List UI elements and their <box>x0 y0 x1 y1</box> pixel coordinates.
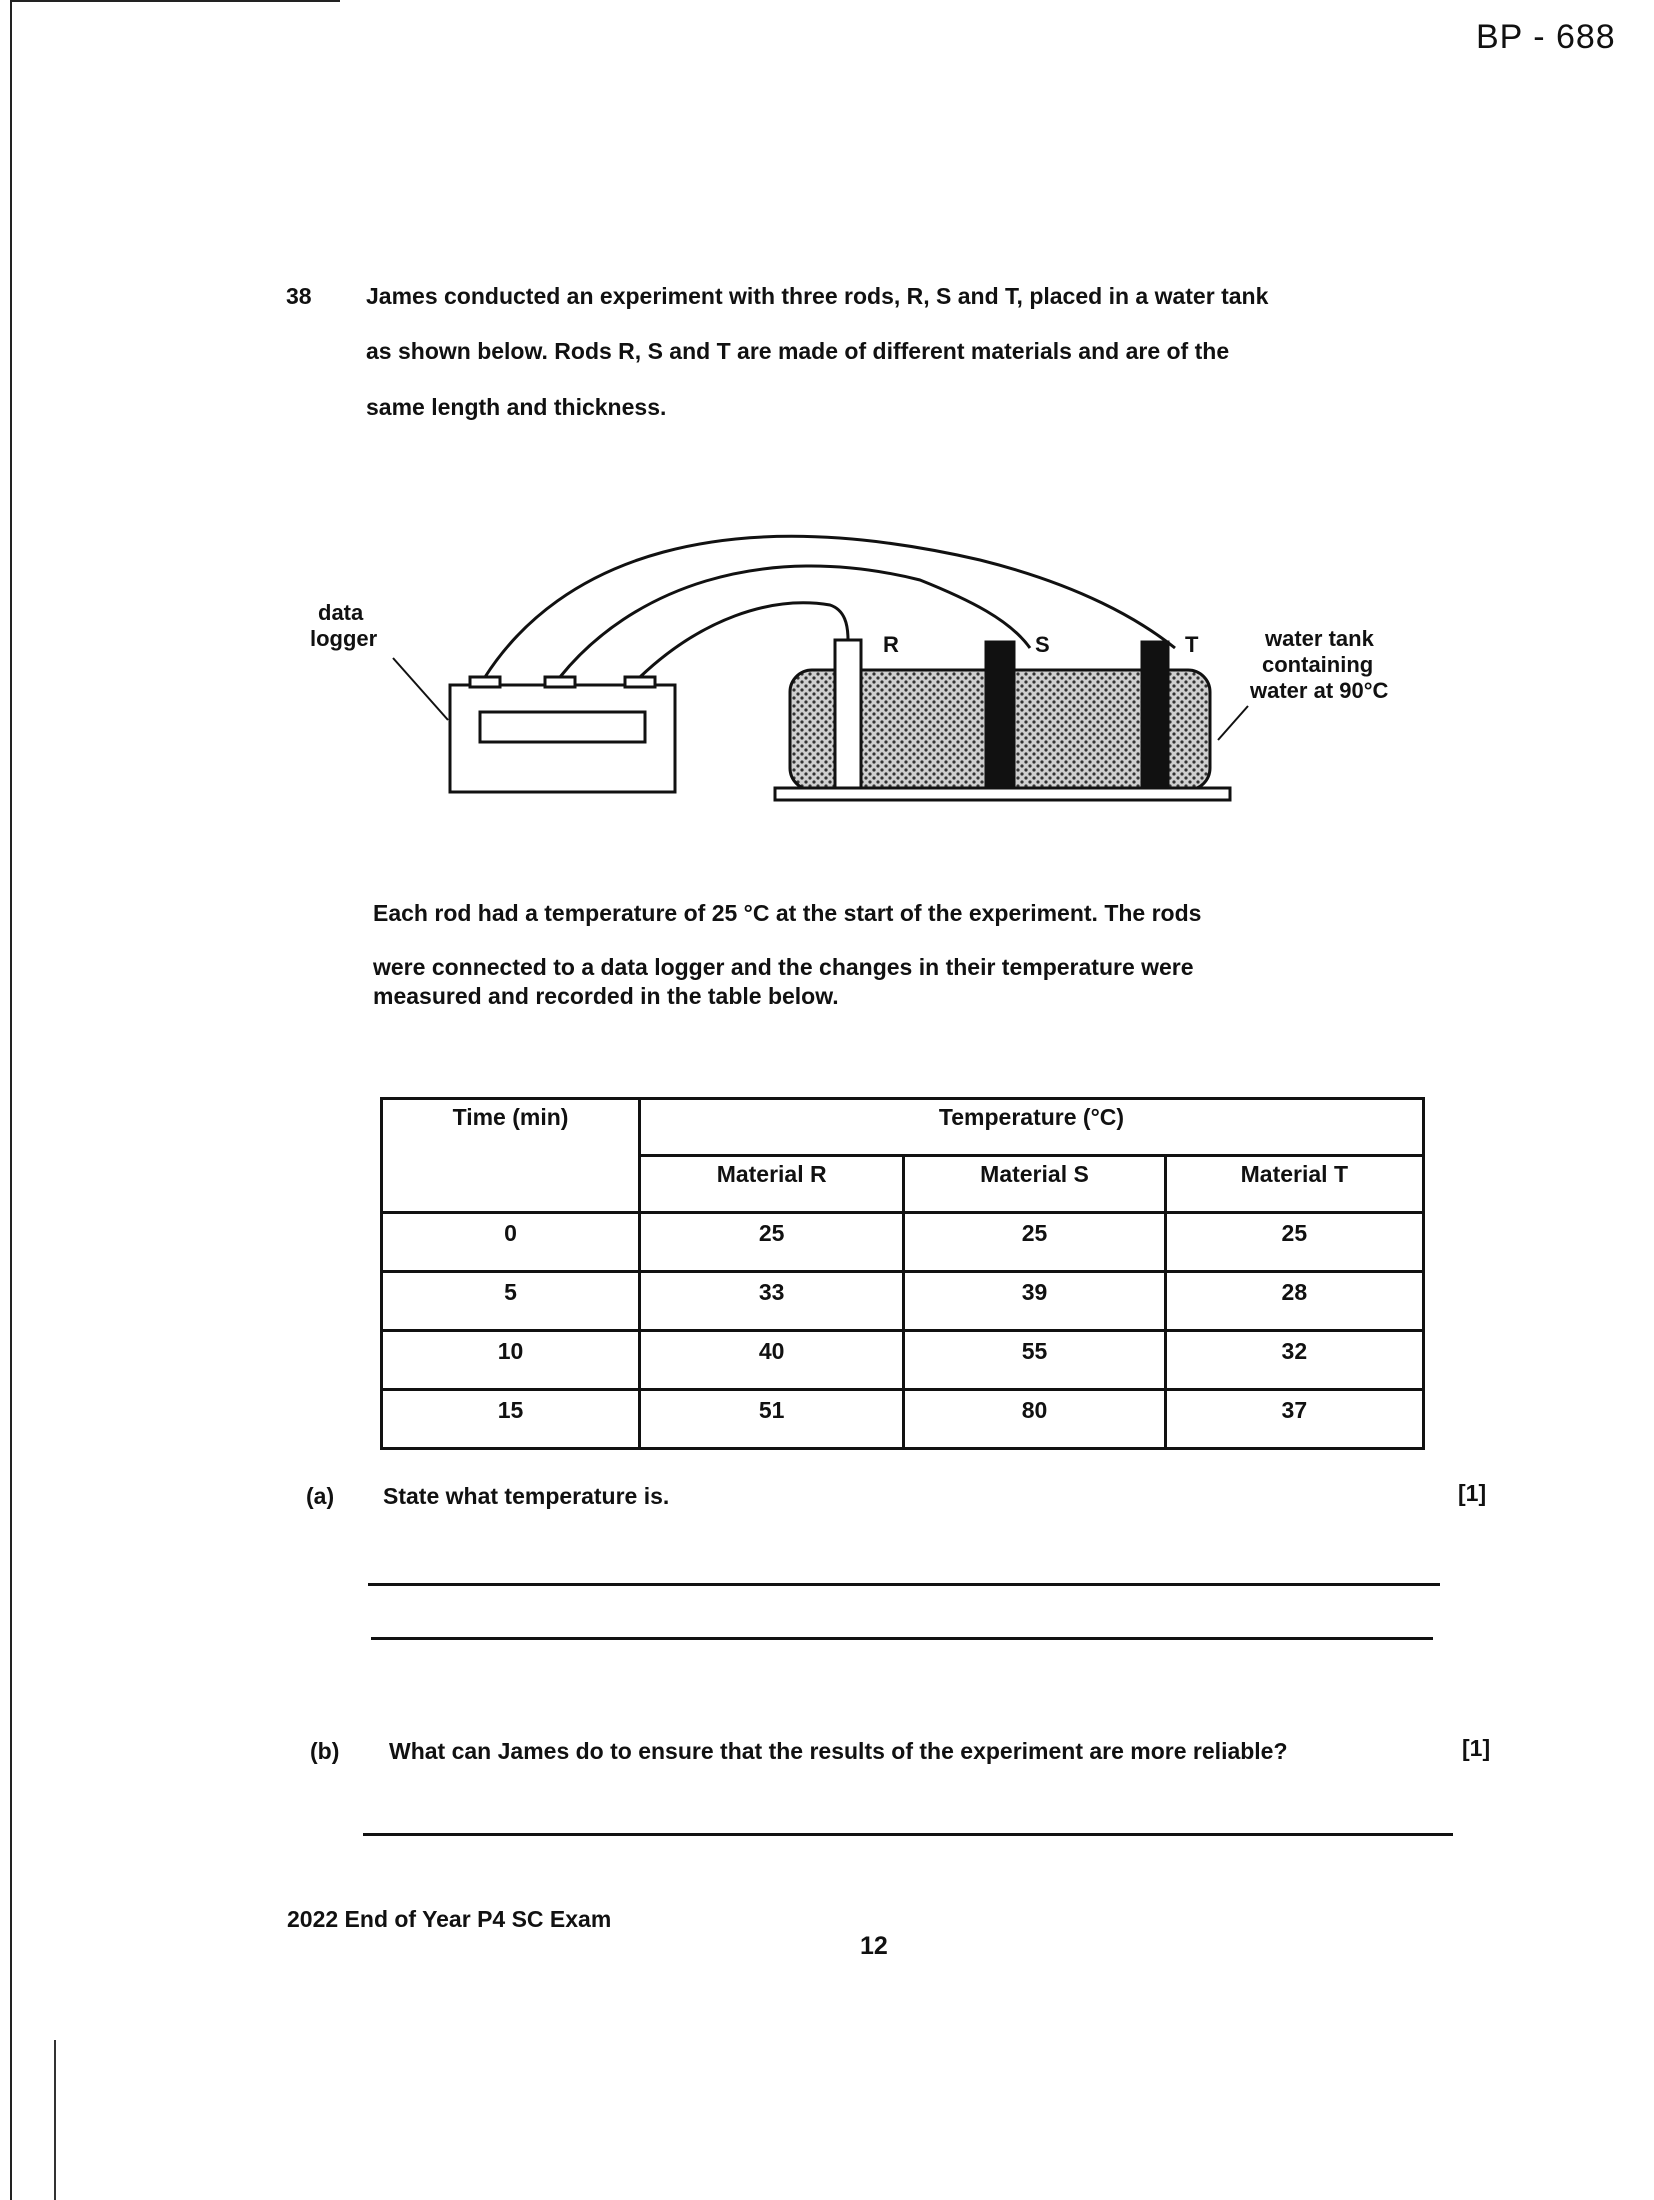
answer-line-a1[interactable] <box>368 1583 1440 1586</box>
part-b-label: (b) <box>310 1738 340 1764</box>
logger-pointer <box>393 658 448 720</box>
question-line-1: James conducted an experiment with three rods, R, S and T, placed in a water tank <box>366 283 1269 309</box>
table-cell: 55 <box>904 1331 1165 1390</box>
table-cell: 40 <box>640 1331 904 1390</box>
part-a-marks: [1] <box>1458 1480 1487 1506</box>
table-cell: 15 <box>382 1390 640 1449</box>
part-a-label: (a) <box>306 1483 335 1509</box>
tank-pointer <box>1218 706 1248 740</box>
table-row <box>382 1390 1424 1449</box>
part-b-text: What can James do to ensure that the results of the experiment are more reliable? <box>389 1738 1288 1764</box>
table-cell: 5 <box>382 1272 640 1331</box>
table-cell: 51 <box>640 1390 904 1449</box>
table-cell: 10 <box>382 1331 640 1390</box>
question-number: 38 <box>286 283 312 309</box>
data-logger-label-2: logger <box>310 626 378 651</box>
table-cell: 25 <box>1165 1213 1423 1272</box>
rod-t <box>1142 642 1168 788</box>
temperature-table <box>380 1097 1425 1450</box>
table-cell: 25 <box>904 1213 1165 1272</box>
question-line-2: as shown below. Rods R, S and T are made of different materials and are of the <box>366 338 1230 364</box>
tank-label-3: water at 90°C <box>1250 678 1389 703</box>
table-row <box>382 1331 1424 1390</box>
table-row <box>382 1272 1424 1331</box>
part-b-marks: [1] <box>1462 1735 1491 1761</box>
page-number: 12 <box>860 1932 888 1960</box>
answer-line-a2[interactable] <box>371 1637 1433 1640</box>
tank-label-2: containing <box>1262 652 1374 677</box>
table-cell: 0 <box>382 1213 640 1272</box>
answer-line-b1[interactable] <box>363 1833 1453 1836</box>
table-cell: 80 <box>904 1390 1165 1449</box>
table-cell: 28 <box>1165 1272 1423 1331</box>
material-t-header: Material T <box>1165 1156 1423 1213</box>
material-s-header: Material S <box>904 1156 1165 1213</box>
table-cell: 33 <box>640 1272 904 1331</box>
paragraph-line-2: were connected to a data logger and the changes in their temperature were <box>373 954 1194 980</box>
temperature-header: Temperature (°C) <box>640 1099 1424 1156</box>
table-cell: 39 <box>904 1272 1165 1331</box>
wire-t <box>485 536 1175 677</box>
exam-footer: 2022 End of Year P4 SC Exam <box>287 1906 612 1932</box>
rod-s <box>986 642 1014 788</box>
time-header: Time (min) <box>382 1099 640 1213</box>
table-cell: 32 <box>1165 1331 1423 1390</box>
rod-label-s: S <box>1035 632 1050 657</box>
tank-label-1: water tank <box>1265 626 1374 651</box>
material-r-header: Material R <box>640 1156 904 1213</box>
rod-r <box>835 640 861 788</box>
question-line-3: same length and thickness. <box>366 394 667 420</box>
part-a-text: State what temperature is. <box>383 1483 670 1509</box>
data-logger-label-1: data <box>318 600 364 625</box>
table-cell: 37 <box>1165 1390 1423 1449</box>
wire-r <box>640 603 848 677</box>
table-cell: 25 <box>640 1213 904 1272</box>
table-row <box>382 1213 1424 1272</box>
paragraph-line-3: measured and recorded in the table below. <box>373 983 839 1009</box>
wire-s <box>560 566 1030 677</box>
paragraph-line-1: Each rod had a temperature of 25 °C at the start of the experiment. The rods <box>373 900 1202 926</box>
document-code: BP - 688 <box>1476 18 1616 56</box>
data-logger <box>450 677 675 792</box>
rod-label-r: R <box>883 632 899 657</box>
rod-label-t: T <box>1185 632 1199 657</box>
